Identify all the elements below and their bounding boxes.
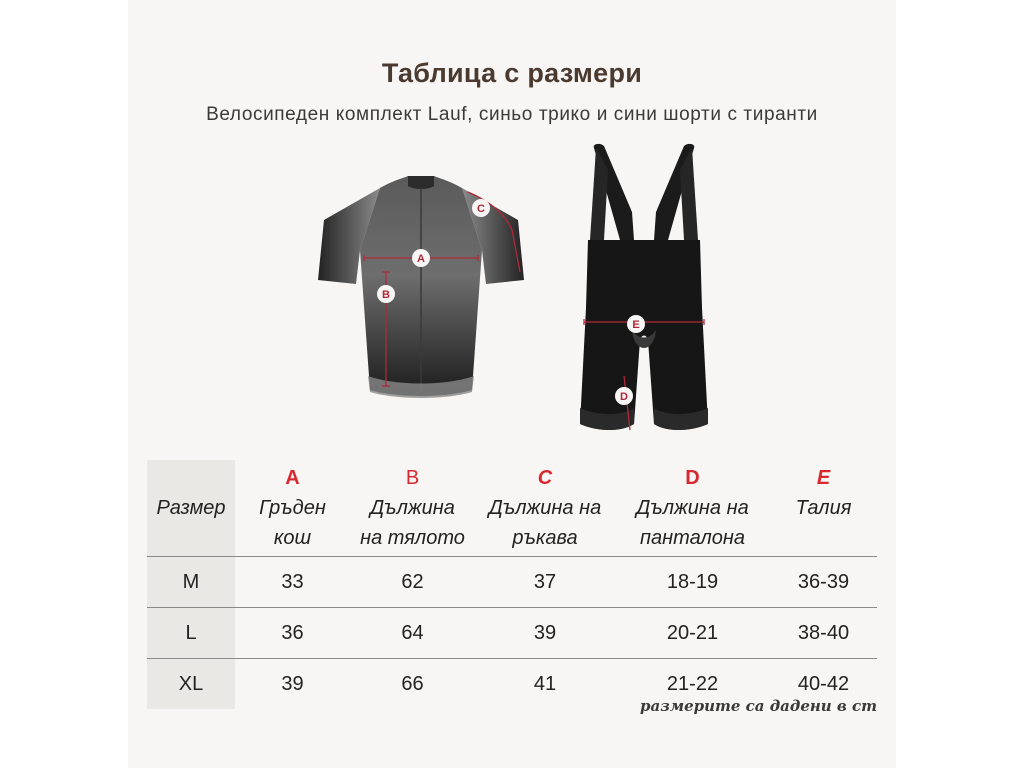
table-row [147, 608, 877, 659]
units-note: размерите са дадени в cm [640, 697, 877, 715]
size-table [147, 460, 877, 709]
table-cell: 20-21 [615, 608, 770, 659]
size-cell: XL [147, 659, 235, 710]
column-label: Гръден [259, 497, 326, 519]
size-cell: M [147, 557, 235, 608]
marker-a: A [417, 253, 425, 265]
table-row [147, 557, 877, 608]
column-label: кош [273, 527, 312, 549]
column-letter: B [405, 467, 420, 489]
column-header-sleeve-length [475, 460, 615, 557]
column-label: ръкава [512, 527, 578, 549]
bib-shorts-icon [574, 140, 714, 440]
size-chart-panel [128, 0, 896, 768]
table-cell: 33 [235, 557, 350, 608]
table-cell: 38-40 [770, 608, 877, 659]
table-cell: 21-22 [666, 672, 719, 695]
table-cell: 40-42 [797, 672, 850, 695]
table-cell: 36 [235, 608, 350, 659]
table-cell: 39 [475, 608, 615, 659]
table-cell: 36-39 [770, 557, 877, 608]
column-label: Размер [156, 497, 226, 519]
table-cell: 62 [350, 557, 475, 608]
column-letter: E [816, 467, 831, 489]
marker-b: B [382, 289, 390, 301]
column-letter: A [285, 467, 300, 489]
size-cell: L [147, 608, 235, 659]
column-header-size [147, 460, 235, 557]
column-header-pants-length [615, 460, 770, 557]
marker-c: C [477, 203, 485, 215]
table-cell: 64 [350, 608, 475, 659]
table-cell: 39 [281, 672, 304, 695]
column-header-waist [770, 460, 877, 557]
column-label: Дължина на [488, 497, 602, 519]
column-label: панталона [640, 527, 745, 549]
marker-e: E [632, 319, 640, 331]
column-letter: C [537, 467, 553, 489]
page-title: Таблица с размери [381, 58, 643, 88]
column-header-chest [235, 460, 350, 557]
table-cell: 66 [401, 672, 424, 695]
column-header-body-length [350, 460, 475, 557]
column-letter: D [685, 467, 700, 489]
column-label: Дължина [370, 497, 455, 519]
table-cell: 41 [533, 672, 557, 695]
marker-d: D [620, 391, 628, 403]
column-label: Дължина на [636, 497, 749, 519]
table-cell: 37 [475, 557, 615, 608]
column-label: на тялото [360, 527, 465, 549]
page-subtitle: Велосипеден комплект Lauf, синьо трико и сини шорти с тиранти [206, 104, 818, 125]
table-cell: 18-19 [615, 557, 770, 608]
column-label: Талия [795, 497, 852, 519]
jersey-icon [316, 172, 526, 407]
table-header-row [147, 460, 877, 557]
